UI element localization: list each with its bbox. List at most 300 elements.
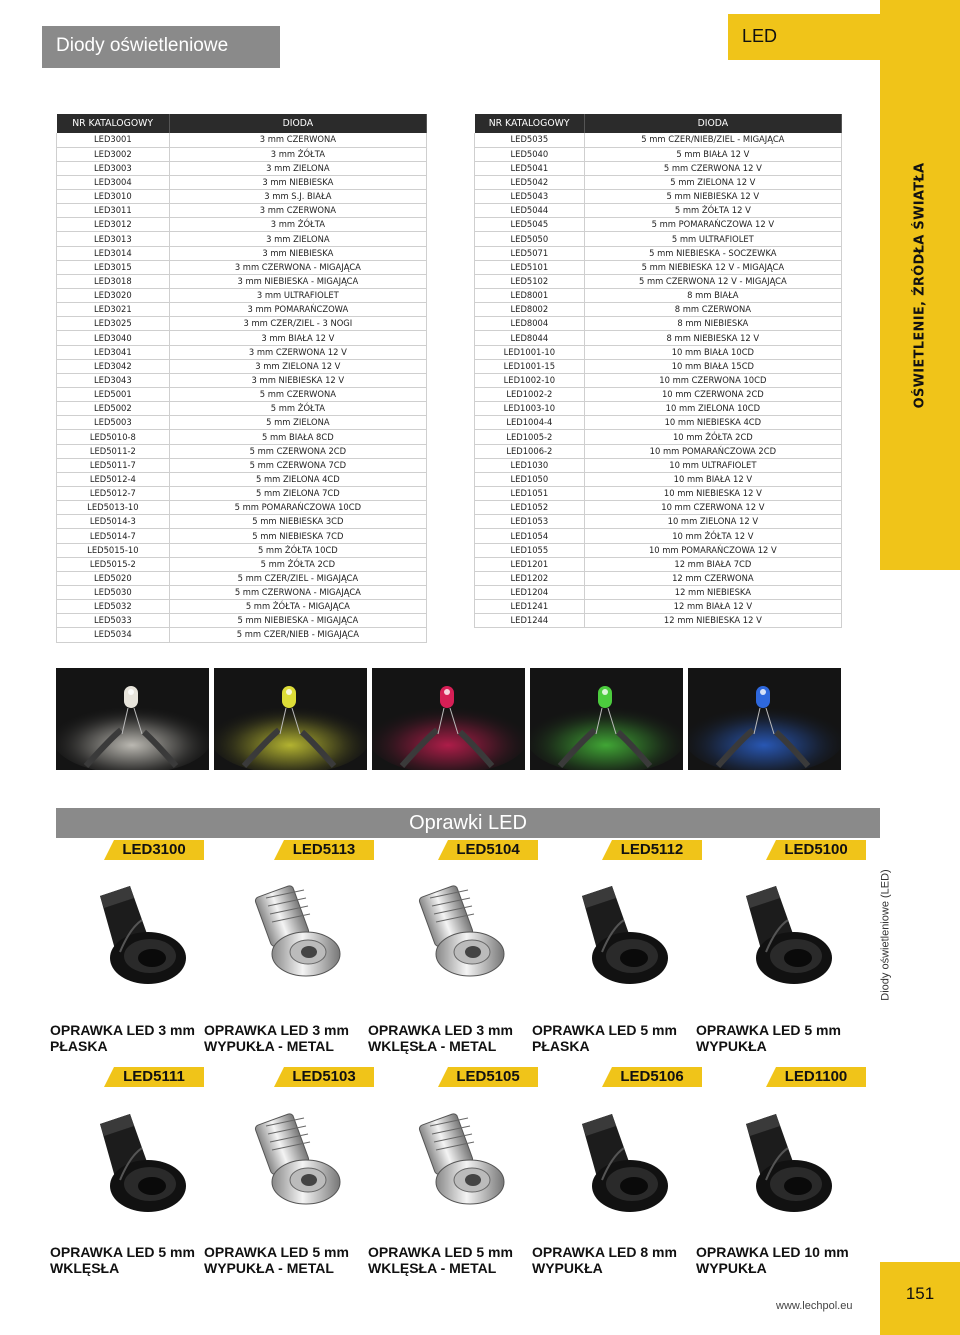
table-row (57, 529, 427, 543)
diode-description-cell: 3 mm CZERWONA (169, 204, 426, 218)
table-row (57, 444, 427, 458)
table-row (57, 515, 427, 529)
column-header-catalog-number: NR KATALOGOWY (57, 114, 170, 133)
diode-description-cell: 5 mm CZERWONA 12 V (584, 161, 841, 175)
diode-description-cell: 3 mm CZERWONA (169, 133, 426, 147)
catalog-number-cell: LED1052 (475, 501, 585, 515)
catalog-number-cell: LED1051 (475, 487, 585, 501)
product-code-badge: LED5113 (274, 840, 374, 860)
table-row (475, 303, 842, 317)
product-code-badge: LED5105 (438, 1067, 538, 1087)
table-row (57, 289, 427, 303)
catalog-number-cell: LED5015-10 (57, 543, 170, 557)
product-label-line1: OPRAWKA LED 8 mm (532, 1244, 677, 1260)
product-label-line2: WYPUKŁA - METAL (204, 1038, 334, 1054)
plastic-holder-image (542, 868, 692, 998)
diode-description-cell: 5 mm ŻÓŁTA - MIGAJĄCA (169, 600, 426, 614)
product-image (706, 1096, 856, 1226)
diode-description-cell: 10 mm CZERWONA 2CD (584, 388, 841, 402)
table-row (475, 614, 842, 628)
product-image (378, 868, 528, 998)
catalog-number-cell: LED3002 (57, 147, 170, 161)
metal-holder-image (378, 868, 528, 998)
diode-description-cell: 5 mm POMARAŃCZOWA 12 V (584, 218, 841, 232)
product-label-line1: OPRAWKA LED 5 mm (50, 1244, 195, 1260)
led-glow-illustration (688, 668, 841, 770)
table-row (57, 388, 427, 402)
table-row (475, 373, 842, 387)
table-row (57, 303, 427, 317)
table-row (475, 317, 842, 331)
page-title: Diody oświetleniowe (56, 35, 229, 56)
catalog-number-cell: LED5040 (475, 147, 585, 161)
plastic-holder-image (542, 1096, 692, 1226)
product-label (532, 1244, 692, 1276)
catalog-number-cell: LED5035 (475, 133, 585, 147)
table-row (475, 402, 842, 416)
diode-description-cell: 12 mm CZERWONA (584, 571, 841, 585)
diode-description-cell: 5 mm CZER/ZIEL - MIGAJĄCA (169, 571, 426, 585)
catalog-number-cell: LED8001 (475, 289, 585, 303)
product-label-line1: OPRAWKA LED 5 mm (696, 1022, 841, 1038)
led-photo-blue (688, 668, 841, 770)
diode-description-cell: 5 mm NIEBIESKA - SOCZEWKA (584, 246, 841, 260)
sidebar-text: OŚWIETLENIE, ŹRÓDŁA ŚWIATŁA (912, 162, 928, 408)
table-row (57, 416, 427, 430)
product-code-badge: LED3100 (104, 840, 204, 860)
table-row (57, 161, 427, 175)
product-label (532, 1022, 692, 1054)
table-row (475, 571, 842, 585)
page-number: 151 (905, 1284, 935, 1303)
table-row (57, 359, 427, 373)
diode-description-cell: 5 mm CZERWONA 12 V - MIGAJĄCA (584, 274, 841, 288)
sidebar-secondary-text: Diody oświetleniowe (LED) (880, 869, 893, 1001)
product-label (696, 1244, 856, 1276)
catalog-number-cell: LED3018 (57, 274, 170, 288)
sidebar-label (880, 0, 960, 570)
catalog-number-cell: LED5011-7 (57, 458, 170, 472)
sidebar-secondary-label (874, 860, 898, 1010)
diode-description-cell: 10 mm ZIELONA 10CD (584, 402, 841, 416)
column-header-diode: DIODA (169, 114, 426, 133)
led-glow-illustration (530, 668, 683, 770)
table-row (475, 147, 842, 161)
product-label-line1: OPRAWKA LED 10 mm (696, 1244, 849, 1260)
product-label-line2: WYPUKŁA (532, 1260, 603, 1276)
catalog-table-left (56, 114, 427, 643)
catalog-number-cell: LED5013-10 (57, 501, 170, 515)
product-label (204, 1022, 364, 1054)
catalog-number-cell: LED5003 (57, 416, 170, 430)
catalog-number-cell: LED3011 (57, 204, 170, 218)
catalog-number-cell: LED3001 (57, 133, 170, 147)
diode-description-cell: 5 mm NIEBIESKA 3CD (169, 515, 426, 529)
table-row (57, 246, 427, 260)
diode-description-cell: 5 mm ZIELONA 7CD (169, 487, 426, 501)
table-row (57, 218, 427, 232)
table-row (57, 402, 427, 416)
table-row (57, 628, 427, 642)
diode-description-cell: 5 mm ZIELONA 4CD (169, 472, 426, 486)
diode-description-cell: 5 mm NIEBIESKA 12 V (584, 190, 841, 204)
table-row (475, 175, 842, 189)
diode-description-cell: 3 mm CZER/ZIEL - 3 NOGI (169, 317, 426, 331)
product-image (706, 868, 856, 998)
diode-description-cell: 5 mm ŻÓŁTA (169, 402, 426, 416)
product-image (214, 1096, 364, 1226)
catalog-number-cell: LED1002-10 (475, 373, 585, 387)
table-row (475, 388, 842, 402)
diode-description-cell: 3 mm POMARAŃCZOWA (169, 303, 426, 317)
diode-description-cell: 5 mm CZERWONA 7CD (169, 458, 426, 472)
diode-description-cell: 5 mm ŻÓŁTA 12 V (584, 204, 841, 218)
diode-description-cell: 10 mm ŻÓŁTA 2CD (584, 430, 841, 444)
catalog-number-cell: LED3003 (57, 161, 170, 175)
catalog-number-cell: LED5050 (475, 232, 585, 246)
diode-description-cell: 5 mm NIEBIESKA 12 V - MIGAJĄCA (584, 260, 841, 274)
table-row (57, 586, 427, 600)
table-row (475, 246, 842, 260)
diode-description-cell: 5 mm BIAŁA 8CD (169, 430, 426, 444)
table-row (475, 274, 842, 288)
diode-description-cell: 10 mm ZIELONA 12 V (584, 515, 841, 529)
diode-description-cell: 3 mm ŻÓŁTA (169, 218, 426, 232)
diode-description-cell: 5 mm CZERWONA 2CD (169, 444, 426, 458)
product-image (60, 868, 210, 998)
product-label-line1: OPRAWKA LED 3 mm (368, 1022, 513, 1038)
table-row (475, 260, 842, 274)
table-row (57, 331, 427, 345)
product-label-line1: OPRAWKA LED 3 mm (204, 1022, 349, 1038)
diode-description-cell: 5 mm NIEBIESKA 7CD (169, 529, 426, 543)
product-label (368, 1022, 528, 1054)
table-row (475, 458, 842, 472)
catalog-number-cell: LED5045 (475, 218, 585, 232)
product-label-line1: OPRAWKA LED 5 mm (532, 1022, 677, 1038)
catalog-number-cell: LED1003-10 (475, 402, 585, 416)
table-row (475, 331, 842, 345)
catalog-number-cell: LED8004 (475, 317, 585, 331)
diode-description-cell: 3 mm NIEBIESKA 12 V (169, 373, 426, 387)
catalog-number-cell: LED1001-15 (475, 359, 585, 373)
table-row (57, 571, 427, 585)
catalog-number-cell: LED3015 (57, 260, 170, 274)
diode-description-cell: 10 mm BIAŁA 15CD (584, 359, 841, 373)
column-header-catalog-number: NR KATALOGOWY (475, 114, 585, 133)
diode-description-cell: 5 mm POMARAŃCZOWA 10CD (169, 501, 426, 515)
table-row (475, 557, 842, 571)
catalog-number-cell: LED3025 (57, 317, 170, 331)
category-label: LED (742, 26, 778, 46)
diode-description-cell: 5 mm CZER/NIEB/ZIEL - MIGAJĄCA (584, 133, 841, 147)
catalog-number-cell: LED5101 (475, 260, 585, 274)
catalog-number-cell: LED3041 (57, 345, 170, 359)
diode-description-cell: 3 mm ZIELONA (169, 232, 426, 246)
table-row (57, 345, 427, 359)
metal-holder-image (214, 868, 364, 998)
diode-description-cell: 8 mm NIEBIESKA 12 V (584, 331, 841, 345)
product-label-line2: WYPUKŁA (696, 1038, 767, 1054)
catalog-number-cell: LED8002 (475, 303, 585, 317)
product-label-line2: WKLĘSŁA (50, 1260, 120, 1276)
catalog-number-cell: LED1004-4 (475, 416, 585, 430)
catalog-number-cell: LED5010-8 (57, 430, 170, 444)
diode-description-cell: 5 mm ŻÓŁTA 10CD (169, 543, 426, 557)
plastic-holder-image (706, 868, 856, 998)
table-row (57, 487, 427, 501)
catalog-number-cell: LED1006-2 (475, 444, 585, 458)
diode-description-cell: 10 mm CZERWONA 12 V (584, 501, 841, 515)
metal-holder-image (378, 1096, 528, 1226)
table-row (57, 147, 427, 161)
table-row (57, 317, 427, 331)
product-code-badge: LED5100 (766, 840, 866, 860)
catalog-number-cell: LED5041 (475, 161, 585, 175)
table-row (475, 345, 842, 359)
product-image (214, 868, 364, 998)
catalog-number-cell: LED5014-7 (57, 529, 170, 543)
led-photo-red (372, 668, 525, 770)
catalog-number-cell: LED5102 (475, 274, 585, 288)
product-code-badge: LED5106 (602, 1067, 702, 1087)
catalog-number-cell: LED8044 (475, 331, 585, 345)
product-code-badge: LED1100 (766, 1067, 866, 1087)
catalog-number-cell: LED5030 (57, 586, 170, 600)
category-tab (728, 14, 880, 60)
catalog-number-cell: LED5015-2 (57, 557, 170, 571)
catalog-number-cell: LED3042 (57, 359, 170, 373)
product-label (368, 1244, 528, 1276)
table-row (57, 232, 427, 246)
table-row (475, 218, 842, 232)
product-image (542, 868, 692, 998)
diode-description-cell: 3 mm BIAŁA 12 V (169, 331, 426, 345)
metal-holder-image (214, 1096, 364, 1226)
diode-description-cell: 5 mm ZIELONA (169, 416, 426, 430)
catalog-number-cell: LED5042 (475, 175, 585, 189)
product-label-line2: WKLĘSŁA - METAL (368, 1260, 497, 1276)
diode-description-cell: 3 mm NIEBIESKA (169, 246, 426, 260)
catalog-number-cell: LED3013 (57, 232, 170, 246)
catalog-number-cell: LED1201 (475, 557, 585, 571)
diode-description-cell: 5 mm CZER/NIEB - MIGAJĄCA (169, 628, 426, 642)
led-glow-illustration (372, 668, 525, 770)
product-label-line2: WYPUKŁA (696, 1260, 767, 1276)
led-photo-green (530, 668, 683, 770)
catalog-number-cell: LED3014 (57, 246, 170, 260)
header-title-bar (42, 26, 280, 68)
product-code-badge: LED5103 (274, 1067, 374, 1087)
catalog-number-cell: LED1204 (475, 586, 585, 600)
catalog-number-cell: LED1202 (475, 571, 585, 585)
table-row (475, 204, 842, 218)
diode-description-cell: 10 mm BIAŁA 12 V (584, 472, 841, 486)
catalog-number-cell: LED5002 (57, 402, 170, 416)
product-label-line2: PŁASKA (532, 1038, 590, 1054)
diode-description-cell: 5 mm ZIELONA 12 V (584, 175, 841, 189)
diode-description-cell: 10 mm CZERWONA 10CD (584, 373, 841, 387)
catalog-number-cell: LED3043 (57, 373, 170, 387)
diode-description-cell: 10 mm NIEBIESKA 4CD (584, 416, 841, 430)
catalog-number-cell: LED1053 (475, 515, 585, 529)
plastic-holder-image (706, 1096, 856, 1226)
table-row (57, 190, 427, 204)
product-code-badge: LED5104 (438, 840, 538, 860)
table-row (57, 274, 427, 288)
led-photo-white (56, 668, 209, 770)
diode-description-cell: 12 mm NIEBIESKA (584, 586, 841, 600)
catalog-number-cell: LED5011-2 (57, 444, 170, 458)
table-row (57, 600, 427, 614)
catalog-number-cell: LED1244 (475, 614, 585, 628)
table-row (57, 458, 427, 472)
product-image (60, 1096, 210, 1226)
diode-description-cell: 3 mm CZERWONA - MIGAJĄCA (169, 260, 426, 274)
table-row (475, 430, 842, 444)
catalog-number-cell: LED3020 (57, 289, 170, 303)
diode-description-cell: 5 mm ŻÓŁTA 2CD (169, 557, 426, 571)
diode-description-cell: 5 mm BIAŁA 12 V (584, 147, 841, 161)
table-row (475, 600, 842, 614)
diode-description-cell: 10 mm ULTRAFIOLET (584, 458, 841, 472)
diode-description-cell: 10 mm POMARAŃCZOWA 2CD (584, 444, 841, 458)
catalog-number-cell: LED1005-2 (475, 430, 585, 444)
table-row (475, 586, 842, 600)
table-row (57, 175, 427, 189)
product-label-line2: WKLĘSŁA - METAL (368, 1038, 497, 1054)
table-row (475, 289, 842, 303)
catalog-table-right (474, 114, 842, 628)
diode-description-cell: 3 mm ZIELONA 12 V (169, 359, 426, 373)
plastic-holder-image (60, 1096, 210, 1226)
website-url[interactable]: www.lechpol.eu (776, 1300, 853, 1312)
product-label-line1: OPRAWKA LED 5 mm (368, 1244, 513, 1260)
table-row (475, 190, 842, 204)
catalog-number-cell: LED3010 (57, 190, 170, 204)
catalog-number-cell: LED1030 (475, 458, 585, 472)
diode-description-cell: 5 mm CZERWONA - MIGAJĄCA (169, 586, 426, 600)
diode-description-cell: 3 mm ULTRAFIOLET (169, 289, 426, 303)
catalog-number-cell: LED5012-7 (57, 487, 170, 501)
product-label (50, 1244, 210, 1276)
diode-description-cell: 5 mm CZERWONA (169, 388, 426, 402)
product-label (696, 1022, 856, 1054)
catalog-number-cell: LED5044 (475, 204, 585, 218)
product-image (378, 1096, 528, 1226)
table-row (475, 133, 842, 147)
catalog-number-cell: LED5001 (57, 388, 170, 402)
diode-description-cell: 8 mm BIAŁA (584, 289, 841, 303)
diode-description-cell: 8 mm NIEBIESKA (584, 317, 841, 331)
table-row (475, 501, 842, 515)
catalog-number-cell: LED1001-10 (475, 345, 585, 359)
table-row (475, 359, 842, 373)
section-bar-gap (880, 808, 960, 838)
diode-description-cell: 12 mm BIAŁA 7CD (584, 557, 841, 571)
diode-description-cell: 3 mm CZERWONA 12 V (169, 345, 426, 359)
product-image (542, 1096, 692, 1226)
diode-description-cell: 5 mm NIEBIESKA - MIGAJĄCA (169, 614, 426, 628)
table-row (57, 133, 427, 147)
catalog-number-cell: LED5034 (57, 628, 170, 642)
catalog-number-cell: LED3040 (57, 331, 170, 345)
table-row (57, 501, 427, 515)
product-label (204, 1244, 364, 1276)
product-label-line2: WYPUKŁA - METAL (204, 1260, 334, 1276)
catalog-number-cell: LED5071 (475, 246, 585, 260)
table-row (57, 472, 427, 486)
catalog-number-cell: LED5020 (57, 571, 170, 585)
catalog-number-cell: LED1050 (475, 472, 585, 486)
table-row (57, 614, 427, 628)
led-glow-illustration (56, 668, 209, 770)
table-row (57, 260, 427, 274)
column-header-diode: DIODA (584, 114, 841, 133)
product-label (50, 1022, 210, 1054)
product-code-badge: LED5112 (602, 840, 702, 860)
diode-description-cell: 3 mm NIEBIESKA (169, 175, 426, 189)
catalog-number-cell: LED1002-2 (475, 388, 585, 402)
diode-description-cell: 12 mm BIAŁA 12 V (584, 600, 841, 614)
led-glow-illustration (214, 668, 367, 770)
catalog-number-cell: LED3004 (57, 175, 170, 189)
table-row (475, 529, 842, 543)
product-code-badge: LED5111 (104, 1067, 204, 1087)
product-label-line1: OPRAWKA LED 5 mm (204, 1244, 349, 1260)
table-row (475, 472, 842, 486)
table-row (475, 444, 842, 458)
table-row (57, 204, 427, 218)
table-row (475, 161, 842, 175)
catalog-number-cell: LED5043 (475, 190, 585, 204)
catalog-number-cell: LED5014-3 (57, 515, 170, 529)
diode-description-cell: 10 mm ŻÓŁTA 12 V (584, 529, 841, 543)
diode-description-cell: 12 mm NIEBIESKA 12 V (584, 614, 841, 628)
diode-description-cell: 10 mm BIAŁA 10CD (584, 345, 841, 359)
table-row (475, 543, 842, 557)
catalog-number-cell: LED1241 (475, 600, 585, 614)
catalog-number-cell: LED5032 (57, 600, 170, 614)
table-row (57, 373, 427, 387)
table-row (475, 232, 842, 246)
diode-description-cell: 10 mm NIEBIESKA 12 V (584, 487, 841, 501)
section-title: Oprawki LED (409, 812, 527, 834)
table-row (57, 543, 427, 557)
table-row (475, 416, 842, 430)
diode-description-cell: 3 mm ZIELONA (169, 161, 426, 175)
table-row (475, 487, 842, 501)
product-label-line1: OPRAWKA LED 3 mm (50, 1022, 195, 1038)
catalog-number-cell: LED3021 (57, 303, 170, 317)
diode-description-cell: 3 mm S.J. BIAŁA (169, 190, 426, 204)
catalog-number-cell: LED5012-4 (57, 472, 170, 486)
catalog-number-cell: LED5033 (57, 614, 170, 628)
diode-description-cell: 5 mm ULTRAFIOLET (584, 232, 841, 246)
diode-description-cell: 8 mm CZERWONA (584, 303, 841, 317)
table-row (475, 515, 842, 529)
table-row (57, 430, 427, 444)
catalog-number-cell: LED3012 (57, 218, 170, 232)
plastic-holder-image (60, 868, 210, 998)
catalog-number-cell: LED1054 (475, 529, 585, 543)
diode-description-cell: 10 mm POMARAŃCZOWA 12 V (584, 543, 841, 557)
catalog-number-cell: LED1055 (475, 543, 585, 557)
diode-description-cell: 3 mm ŻÓŁTA (169, 147, 426, 161)
led-photo-yellow (214, 668, 367, 770)
product-label-line2: PŁASKA (50, 1038, 108, 1054)
diode-description-cell: 3 mm NIEBIESKA - MIGAJĄCA (169, 274, 426, 288)
